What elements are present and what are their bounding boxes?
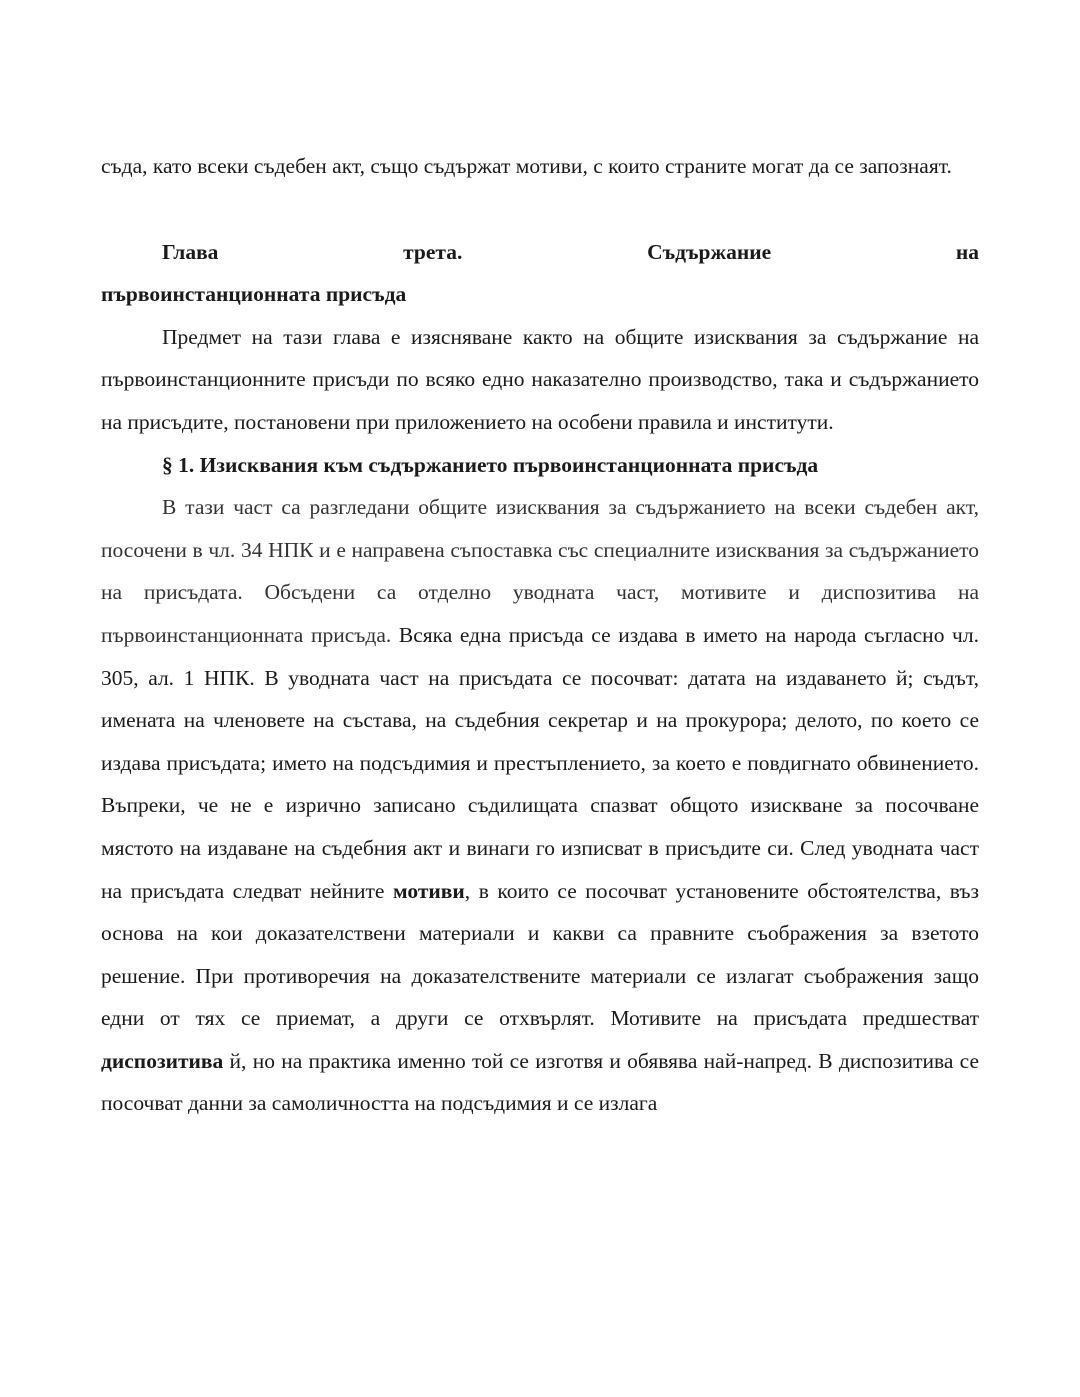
chapter-heading-word-2: трета. [403, 239, 463, 264]
intro-paragraph: съда, като всеки съдебен акт, също съдържат мотиви, с които страните могат да се запознаят. [101, 154, 952, 178]
document-page [101, 145, 979, 1125]
chapter-heading-word-4: на [955, 239, 979, 264]
chapter-heading-word-3: Съдържание [647, 239, 772, 264]
section-paragraph-part-2: Всяка една присъда се издава в името на народа съгласно чл. 305, ал. 1 НПК. В уводната част на присъдата се посочват: датата на издаването й; съдът, имената на членовете на състава, на съдебния секретар и на прокурора; делото, по което се издава присъдата; името на подсъдимия и престъплението, за което е повдигнато обвинението. Въпреки, че не е изрично записано съдилищата спазват общото изискване за посочване мястото на издаване на съдебния акт и винаги го изписват в присъдите си. След уводната част на присъдата следват нейните [101, 622, 979, 903]
chapter-heading [101, 231, 979, 316]
chapter-heading-line-1 [101, 231, 979, 274]
section-paragraph-part-3: , в които се посочват установените обстоятелства, въз основа на кои доказателствени материали и какви са правните съображения за взетото решение. При противоречия на доказателствените материали се излагат съображения защо едни от тях се приемат, а други се отхвърлят. Мотивите на присъдата предшестват [101, 878, 979, 1031]
section-paragraph-bold-dispositive: диспозитива [101, 1048, 224, 1073]
section-paragraph-part-4: й, но на практика именно той се изготвя и обявява най-напред. В диспозитива се посочват данни за самоличността на подсъдимия и се излага [101, 1048, 979, 1116]
chapter-heading-word-1: Глава [162, 239, 219, 264]
section-paragraph-part-1: В тази част са разгледани общите изисквания за съдържанието на всеки съдебен акт, посочени в чл. 34 НПК и е направена съпоставка със специалните изисквания за съдържанието на присъдата. Обсъдени са отделно уводната част, мотивите и диспозитива на първоинстанционната присъда. [101, 495, 979, 647]
section-heading: § 1. Изисквания към съдържанието първоинстанционната присъда [162, 452, 819, 477]
chapter-heading-line-2: първоинстанционната присъда [101, 282, 407, 307]
section-paragraph-bold-motives: мотиви [393, 878, 465, 903]
chapter-paragraph: Предмет на тази глава е изясняване както на общите изисквания за съдържание на първоинстанционните присъди по всяко едно наказателно производство, така и съдържанието на присъдите, постановени при приложението на особени правила и институти. [101, 324, 979, 434]
section-paragraph [101, 486, 979, 1125]
